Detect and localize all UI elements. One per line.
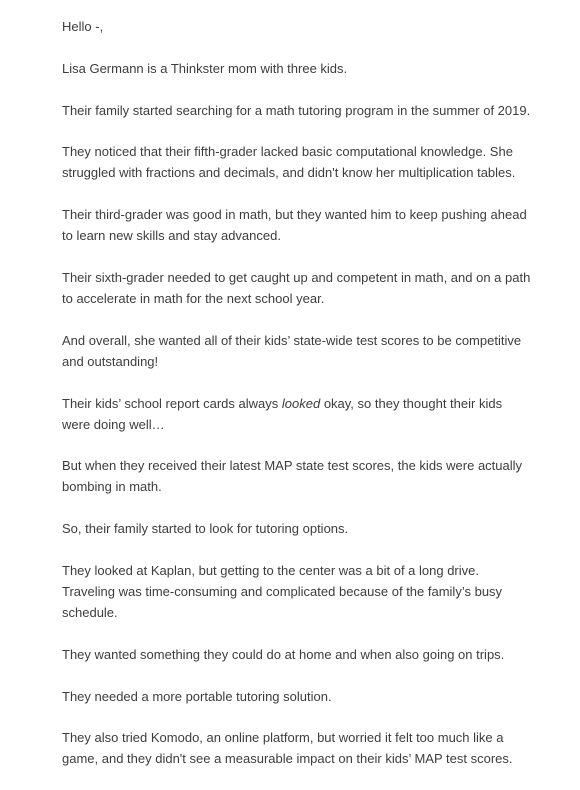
- paragraph-kaplan: They looked at Kaplan, but getting to the center was a bit of a long drive. Traveling was time-consuming and complicated because of the family’s busy schedule.: [62, 562, 503, 620]
- paragraph-intro: Lisa Germann is a Thinkster mom with three kids.: [62, 60, 348, 76]
- paragraph-report-cards: [62, 393, 532, 435]
- report-cards-text-start: Their kids’ school report cards always: [62, 395, 282, 411]
- report-cards-text-end: okay, so they thought their kids were doing well…: [62, 395, 503, 432]
- paragraph-map-scores: But when they received their latest MAP state test scores, the kids were actually bombing in math.: [62, 458, 523, 495]
- paragraph-komodo: They also tried Komodo, an online platform, but worried it felt too much like a game, and they didn't see a measurable impact on their kids’ MAP test scores.: [62, 730, 513, 767]
- paragraph-test-scores: And overall, she wanted all of their kids’ state-wide test scores to be competitive and outstanding!: [62, 332, 522, 369]
- email-body: [62, 16, 532, 790]
- paragraph-third-grader: Their third-grader was good in math, but they wanted him to keep pushing ahead to learn new skills and stay advanced.: [62, 207, 527, 244]
- greeting: Hello -,: [62, 19, 104, 34]
- paragraph-search: Their family started searching for a math tutoring program in the summer of 2019.: [62, 102, 531, 118]
- paragraph-tutoring-options: So, their family started to look for tutoring options.: [62, 521, 349, 537]
- paragraph-sixth-grader: Their sixth-grader needed to get caught up and competent in math, and on a path to accelerate in math for the next school year.: [62, 269, 531, 306]
- paragraph-at-home: They wanted something they could do at home and when also going on trips.: [62, 646, 505, 662]
- report-cards-emphasis: looked: [281, 395, 321, 411]
- paragraph-portable: They needed a more portable tutoring solution.: [62, 688, 332, 704]
- paragraph-fifth-grader: They noticed that their fifth-grader lacked basic computational knowledge. She struggled with fractions and decimals, and didn't know her multiplication tables.: [62, 144, 516, 181]
